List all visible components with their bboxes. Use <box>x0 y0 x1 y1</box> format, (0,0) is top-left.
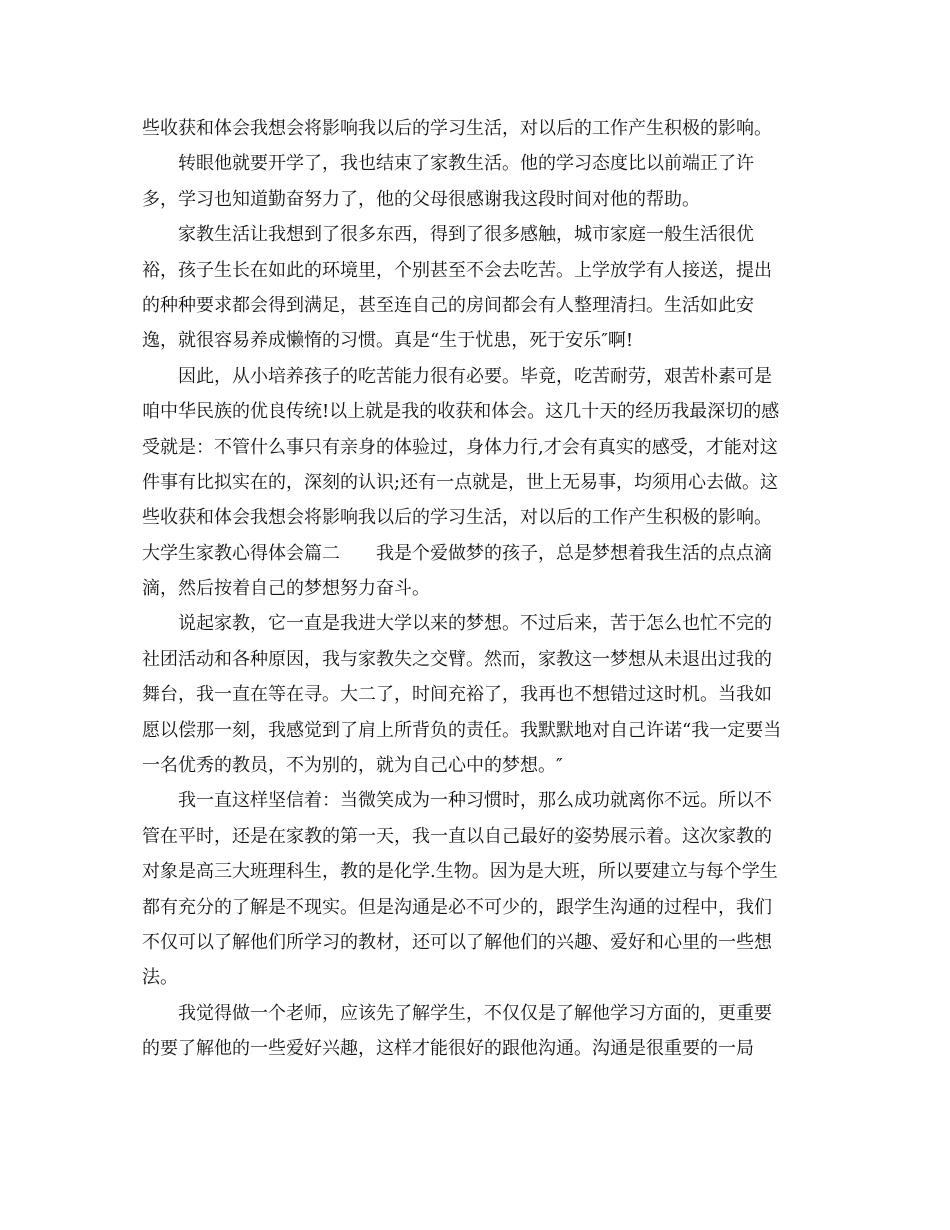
text-line: 件事有比拟实在的，深刻的认识;还有一点就是，世上无易事，均须用心去做。这 <box>142 471 779 493</box>
text-line: 多，学习也知道勤奋努力了，他的父母很感谢我这段时间对他的帮助。 <box>142 188 700 210</box>
text-line: 社团活动和各种原因，我与家教失之交臂。然而，家教这一梦想从未退出过我的 <box>142 648 772 670</box>
text-line: 不仅可以了解他们所学习的教材，还可以了解他们的兴趣、爱好和心里的一些想 <box>142 931 772 953</box>
text-line: 一名优秀的教员，不为别的，就为自己心中的梦想。″ <box>142 755 563 777</box>
text-line: 愿以偿那一刻，我感觉到了肩上所背负的责任。我默默地对自己许诺“我一定要当 <box>142 719 782 741</box>
text-line: 滴，然后按着自己的梦想努力奋斗。 <box>142 578 430 600</box>
text-line: 裕，孩子生长在如此的环境里，个别甚至不会去吃苦。上学放学有人接送，提出 <box>142 259 772 281</box>
text-line: 说起家教，它一直是我进大学以来的梦想。不过后来，苦于怎么也忙不完的 <box>178 613 772 635</box>
text-line: 家教生活让我想到了很多东西，得到了很多感触，城市家庭一般生活很优 <box>178 224 754 246</box>
text-line: 管在平时，还是在家教的第一天，我一直以自己最好的姿势展示着。这次家教的 <box>142 825 772 847</box>
text-line: 些收获和体会我想会将影响我以后的学习生活，对以后的工作产生积极的影响。 <box>142 118 772 139</box>
text-line: 法。 <box>142 967 178 989</box>
text-line: 我一直这样坚信着：当微笑成为一种习惯时，那么成功就离你不远。所以不 <box>178 790 772 812</box>
text-line: 都有充分的了解是不现实。但是沟通是必不可少的，跟学生沟通的过程中，我们 <box>142 896 772 918</box>
document-body <box>142 111 810 1067</box>
text-line: 咱中华民族的优良传统!以上就是我的收获和体会。这几十天的经历我最深切的感 <box>142 401 780 423</box>
text-line: 我觉得做一个老师，应该先了解学生，不仅仅是了解他学习方面的，更重要 <box>178 1002 772 1024</box>
text-line: 转眼他就要开学了，我也结束了家教生活。他的学习态度比以前端正了许 <box>178 153 754 175</box>
text-line: 受就是：不管什么事只有亲身的体验过，身体力行,才会有真实的感受，才能对这 <box>142 436 778 458</box>
text-line: 因此，从小培养孩子的吃苦能力很有必要。毕竟，吃苦耐劳，艰苦朴素可是 <box>178 365 772 387</box>
text-line: 些收获和体会我想会将影响我以后的学习生活，对以后的工作产生积极的影响。 <box>142 507 772 529</box>
text-line: 大学生家教心得体会篇二 我是个爱做梦的孩子，总是梦想着我生活的点点滴 <box>142 542 772 564</box>
text-line: 逸，就很容易养成懒惰的习惯。真是“生于忧患，死于安乐″啊! <box>142 330 634 352</box>
text-line: 对象是高三大班理科生，教的是化学.生物。因为是大班，所以要建立与每个学生 <box>142 861 778 883</box>
text-line: 舞台，我一直在等在寻。大二了，时间充裕了，我再也不想错过这时机。当我如 <box>142 684 772 706</box>
text-line: 的要了解他的一些爱好兴趣，这样才能很好的跟他沟通。沟通是很重要的一局 <box>142 1038 754 1060</box>
text-line: 的种种要求都会得到满足，甚至连自己的房间都会有人整理清扫。生活如此安 <box>142 294 754 316</box>
